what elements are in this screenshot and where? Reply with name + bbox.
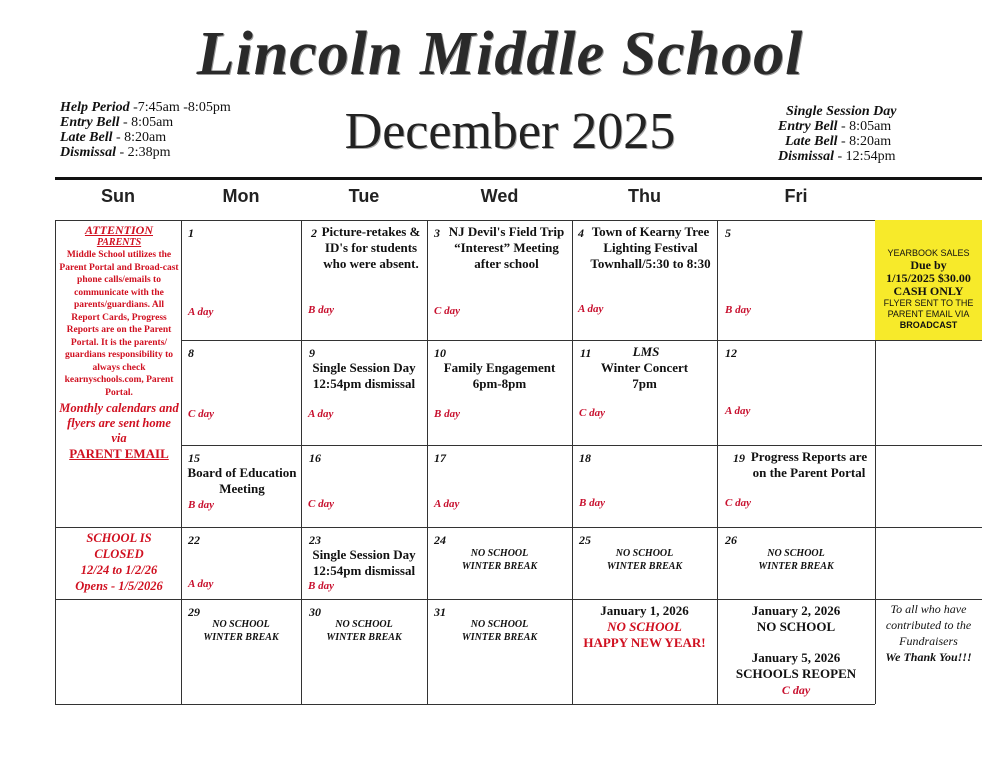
day-type: A day [578,303,604,315]
jan1-happy-new-year: HAPPY NEW YEAR! [583,635,706,650]
ss-late-bell-label: Late Bell [785,134,838,149]
thanks-line2: We Thank You!!! [885,650,972,664]
regular-schedule [60,100,231,160]
day-type: C day [725,497,751,509]
day-cell-3 [427,220,572,340]
yearbook-line2: Due by [910,258,947,272]
event-line1: Single Session Day [312,547,416,562]
attention-note [59,224,179,461]
event-line1: NO SCHOOL [470,619,529,630]
day-number: 1 [188,226,194,240]
day-type: C day [579,407,605,419]
day-type: A day [725,405,751,417]
event-line2: WINTER BREAK [461,632,538,643]
day-cell-9 [301,340,427,445]
day-cell-25 [572,527,717,599]
day-type: A day [434,498,460,510]
event-text: Progress Reports are on the Parent Portal [750,449,868,480]
event-line2: WINTER BREAK [326,632,402,643]
day-number: 25 [579,533,591,547]
event-line1: NO SCHOOL [767,548,825,559]
event-text: Picture-retakes & ID's for students who were absent. [321,224,421,271]
day-number: 11 [580,346,592,360]
day-type: C day [188,408,214,420]
ss-entry-bell-label: Entry Bell [778,119,838,134]
event-line2: WINTER BREAK [606,561,683,572]
late-bell-label: Late Bell [60,130,113,145]
event-line2: WINTER BREAK [203,632,279,643]
yearbook-line5: FLYER SENT TO THE PARENT EMAIL VIA [883,298,974,319]
day-type: C day [781,683,811,697]
single-session-schedule [778,104,896,164]
closed-line4: Opens - 1/5/2026 [75,579,163,593]
day-number: 17 [434,451,446,465]
day-type: A day [308,408,334,420]
day-number: 4 [578,226,584,240]
attention-email: PARENT EMAIL [69,446,169,461]
entry-bell-value: - 8:05am [123,115,174,130]
jan2-no-school: NO SCHOOL [756,619,836,634]
day-cell-4 [572,220,717,340]
event-line1: NO SCHOOL [212,619,270,630]
dayhead-fri: Fri [784,186,808,206]
day-number: 10 [434,346,446,360]
closed-line3: 12/24 to 1/2/26 [80,563,158,577]
day-cell-15 [181,445,301,527]
day-cell-jan-1 [572,599,717,704]
jan1-date: January 1, 2026 [600,603,689,618]
day-type: A day [188,306,214,318]
day-number: 22 [188,533,200,547]
jan5-date: January 5, 2026 [751,650,841,665]
jan1-no-school: NO SCHOOL [607,619,682,634]
closed-line1: SCHOOL IS [86,531,152,545]
day-type: B day [188,499,214,511]
event-line2: WINTER BREAK [461,561,538,572]
calendar-grid [55,218,982,705]
yearbook-sales-notice [875,220,982,340]
day-type: B day [308,304,334,316]
ss-entry-bell-value: - 8:05am [841,119,892,134]
attention-title: ATTENTION [84,223,153,237]
event-text: Town of Kearny Tree Lighting Festival Townhall/5:30 to 8:30 [590,224,711,271]
entry-bell-label: Entry Bell [60,115,120,130]
day-cell-30 [301,599,427,704]
event-line1: Winter Concert [600,360,689,375]
school-title: Lincoln Middle School [196,20,804,88]
day-number: 8 [188,346,194,360]
day-number: 24 [434,533,446,547]
day-cell-24 [427,527,572,599]
day-of-week-header [55,186,982,216]
day-number: 15 [188,451,200,465]
event-line1: NO SCHOOL [335,619,393,630]
day-number: 16 [309,451,321,465]
day-number: 19 [733,451,745,465]
dismissal-label: Dismissal [60,145,117,160]
ss-dismissal-value: - 12:54pm [837,149,896,164]
month-title: December 2025 [344,103,676,160]
day-cell-18 [572,445,717,527]
day-cell-12 [717,340,875,445]
day-cell-23 [301,527,427,599]
fundraiser-thanks [875,601,982,665]
day-cell-16 [301,445,427,527]
event-line1: NO SCHOOL [470,548,529,559]
single-session-heading: Single Session Day [786,104,897,119]
event-line2: 12:54pm dismissal [312,376,416,391]
event-line1: Family Engagement [443,360,556,375]
ss-dismissal-label: Dismissal [778,149,835,164]
thanks-line1: To all who have contributed to the Fundraisers [885,602,972,648]
day-cell-jan-2 [717,599,875,704]
school-closed-note [59,530,179,594]
day-number: 12 [725,346,737,360]
event-text: NJ Devil's Field Trip “Interest” Meeting after school [448,224,565,271]
event-text: Board of Education Meeting [187,465,297,496]
yearbook-line1: YEARBOOK SALES [887,248,970,258]
day-cell-31 [427,599,572,704]
dayhead-sun: Sun [101,186,135,206]
day-number: 30 [309,605,321,619]
day-cell-11 [572,340,717,445]
closed-line2: CLOSED [94,547,144,561]
day-cell-26 [717,527,875,599]
day-number: 26 [725,533,737,547]
day-number: 2 [311,226,317,240]
jan2-date: January 2, 2026 [751,603,841,618]
day-type: C day [308,498,334,510]
yearbook-line4: CASH ONLY [893,284,964,298]
day-type: B day [308,580,334,592]
day-type: C day [434,305,460,317]
day-number: 29 [188,605,200,619]
day-number: 5 [725,226,731,240]
day-number: 3 [434,226,440,240]
dayhead-mon: Mon [222,186,260,206]
schools-reopen: SCHOOLS REOPEN [735,666,857,681]
event-line1: NO SCHOOL [615,548,674,559]
yearbook-line3: 1/15/2025 $30.00 [886,271,971,285]
day-cell-5 [717,220,875,340]
day-type: B day [725,304,751,316]
day-cell-17 [427,445,572,527]
event-line2: WINTER BREAK [758,561,834,572]
day-type: B day [434,408,460,420]
day-cell-8 [181,340,301,445]
header-divider [55,177,982,180]
help-period-value: -7:45am -8:05pm [133,100,231,115]
help-period-label: Help Period [60,100,130,115]
attention-body: Middle School utilizes the Parent Portal and Broad-cast phone calls/emails to communicate with the parents/guardians. All Report Cards, Progress Reports are on the Parent Portal. It is the parents/ guardians responsibility to always check kearnyschools.com, Parent Portal. [59,250,179,398]
ss-late-bell-value: - 8:20am [841,134,892,149]
dismissal-value: - 2:38pm [119,145,171,160]
day-cell-22 [181,527,301,599]
dayhead-thu: Thu [628,186,661,206]
day-cell-2 [301,220,427,340]
day-number: 18 [579,451,591,465]
day-cell-29 [181,599,301,704]
dayhead-wed: Wed [480,186,519,206]
late-bell-value: - 8:20am [116,130,167,145]
day-type: B day [579,497,605,509]
attention-subtitle: PARENTS [96,236,142,248]
event-line1: Single Session Day [312,360,416,375]
day-cell-1 [181,220,301,340]
yearbook-line6: BROADCAST [899,320,958,330]
day-number: 9 [309,346,315,360]
day-cell-19 [717,445,875,527]
event-line2: 12:54pm dismissal [312,563,416,578]
attention-monthly: Monthly calendars and flyers are sent home via [59,401,179,445]
day-number: 23 [309,533,321,547]
day-number: 31 [434,605,446,619]
dayhead-tue: Tue [348,186,380,206]
day-type: A day [188,578,214,590]
event-line0: LMS [632,344,660,359]
event-line2: 7pm [632,376,657,391]
event-line2: 6pm-8pm [472,376,527,391]
day-cell-10 [427,340,572,445]
